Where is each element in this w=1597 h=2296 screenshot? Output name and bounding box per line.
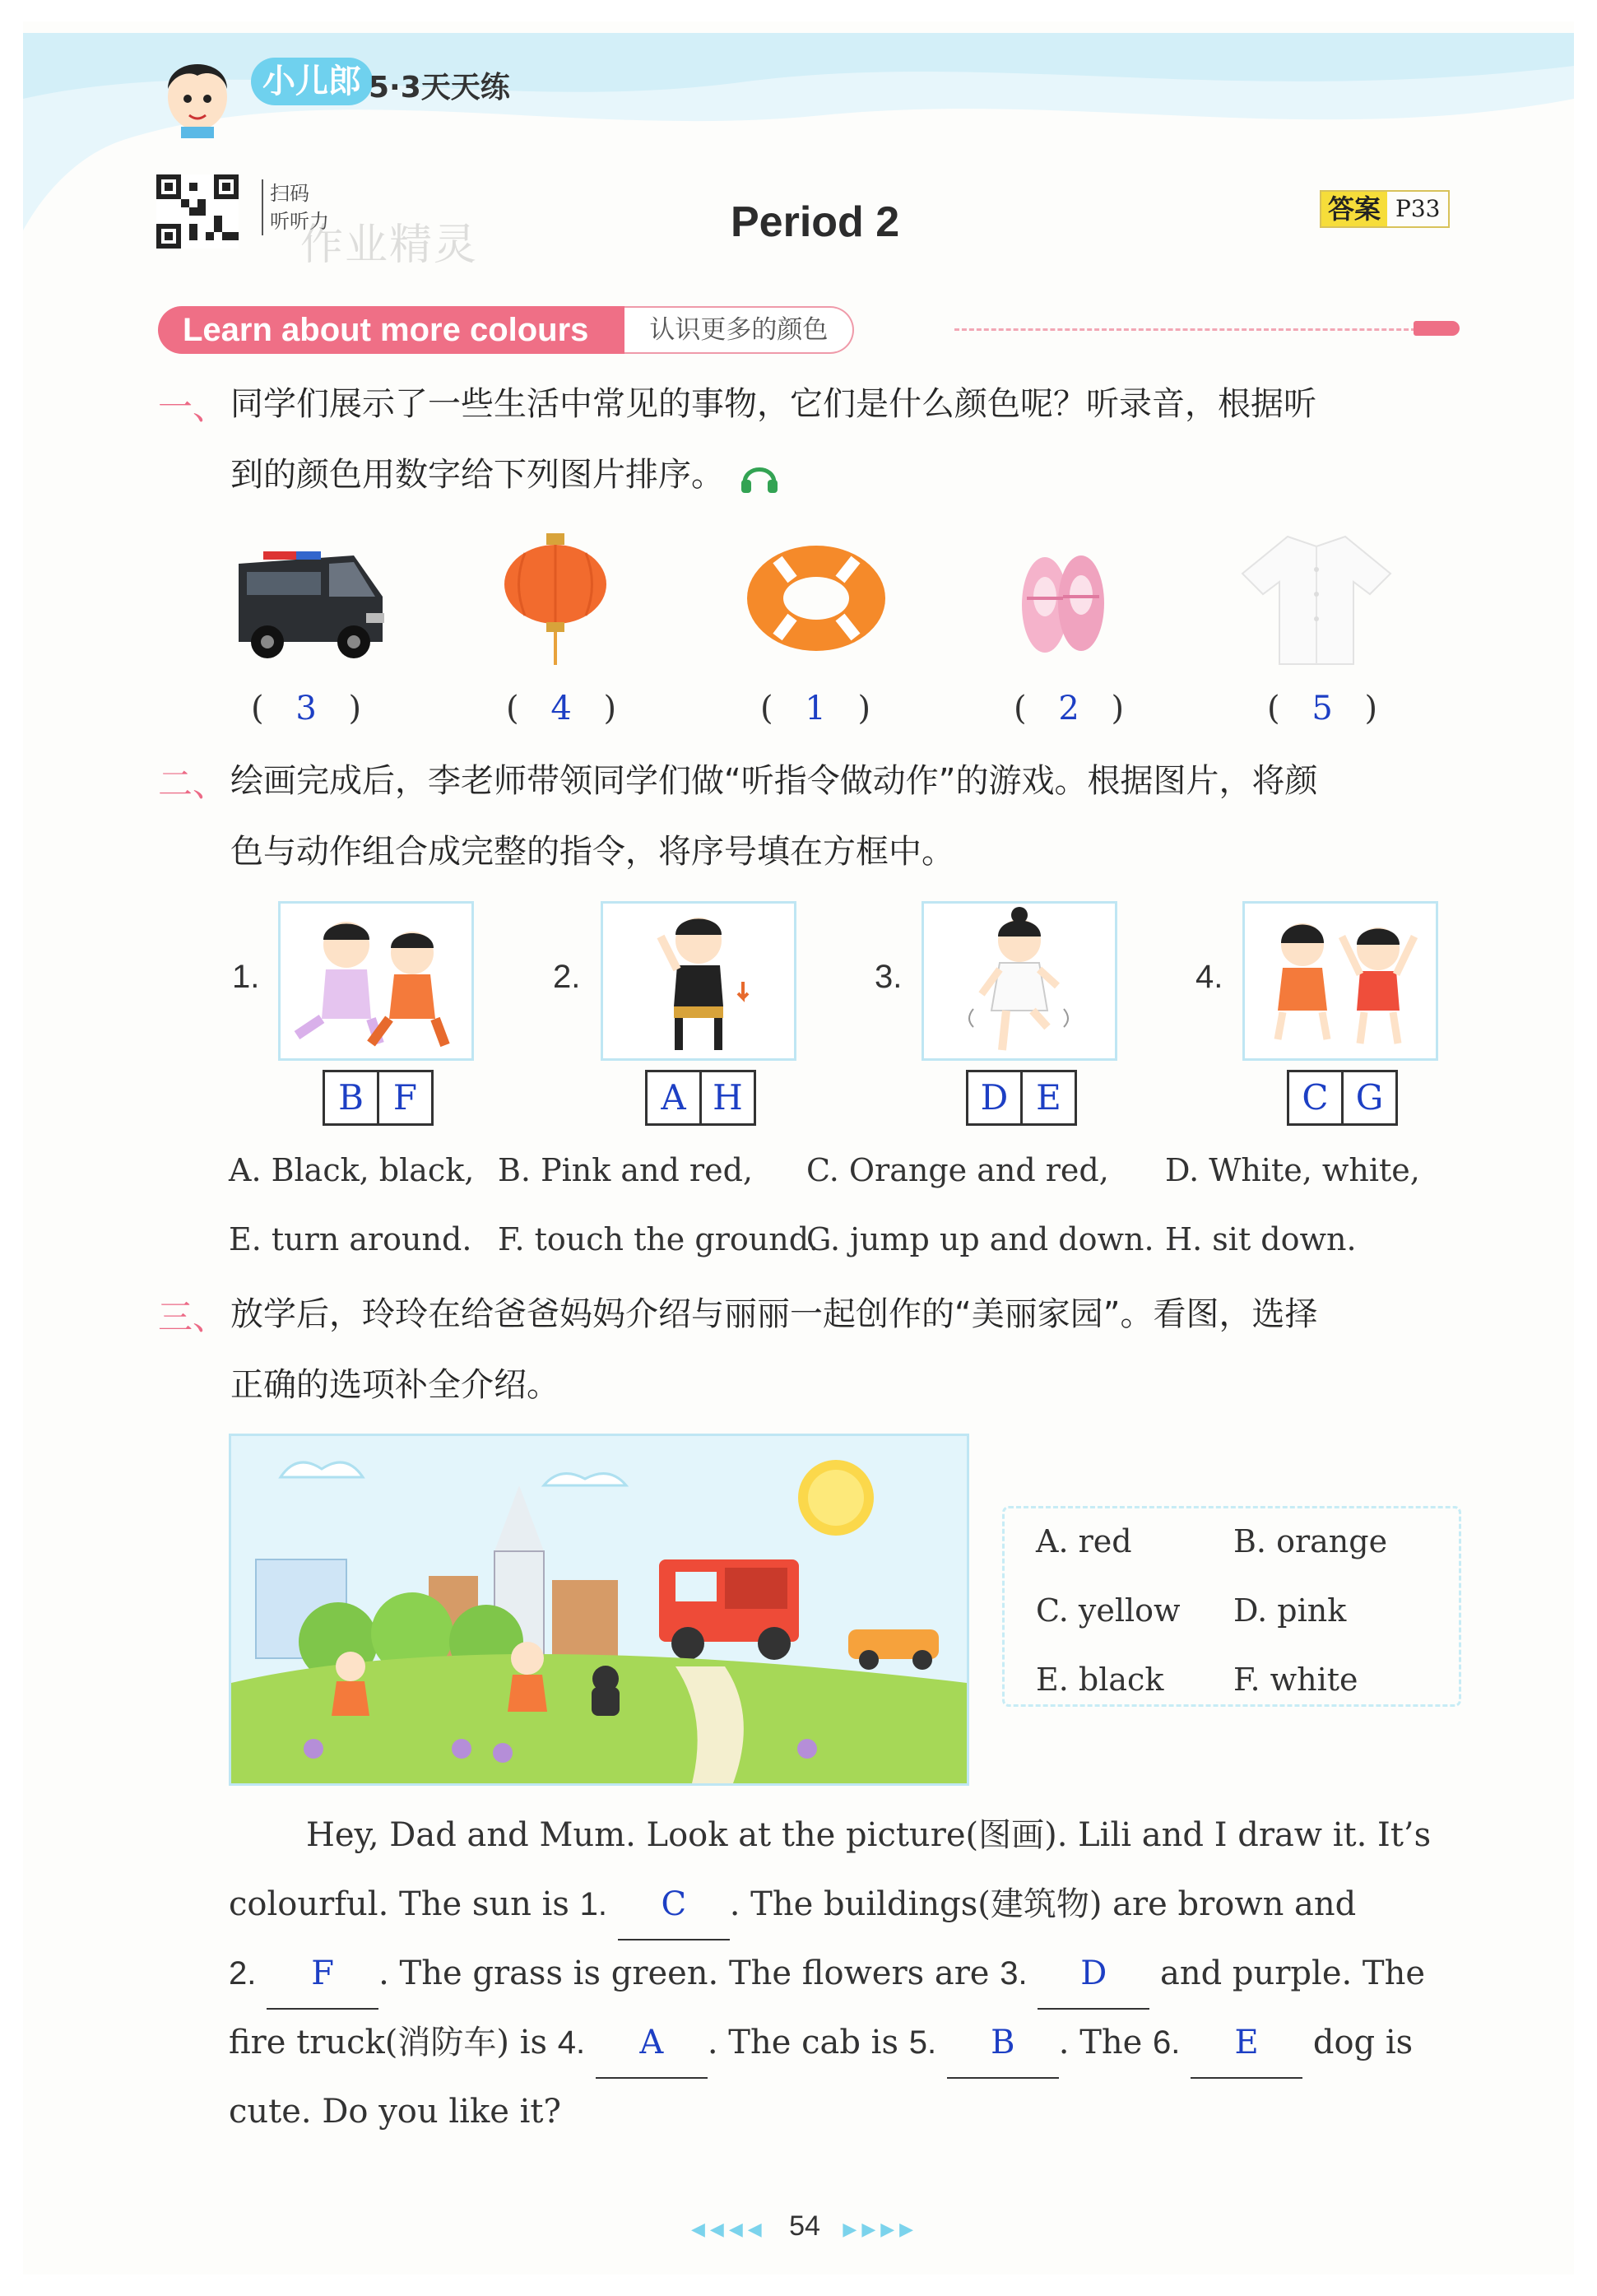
- shoes-image: [1019, 547, 1109, 658]
- page-footer: [691, 2210, 918, 2243]
- q2-answer-box-3[interactable]: [966, 1070, 1077, 1126]
- section-title-chinese: 认识更多的颜色: [624, 306, 854, 354]
- headphones-icon[interactable]: [740, 458, 779, 495]
- q3-para-line1: Hey, Dad and Mum. Look at the picture(图画). Lili and I draw it. It’s: [306, 1816, 1432, 1854]
- q3-blank-num-1: 1.: [579, 1886, 608, 1922]
- q2-answer-3b: E: [1020, 1072, 1075, 1123]
- q3-blank-6[interactable]: E: [1191, 2008, 1302, 2079]
- q3-choice-e: E. black: [1036, 1662, 1164, 1698]
- q2-picture-label-1: 1.: [232, 959, 260, 995]
- qr-code-icon[interactable]: [156, 174, 239, 249]
- q3-blank-3[interactable]: D: [1038, 1939, 1149, 2010]
- q1-text-line1: 同学们展示了一些生活中常见的事物，它们是什么颜色呢？听录音，根据听: [230, 385, 1316, 423]
- q3-blank-5[interactable]: B: [947, 2008, 1059, 2079]
- q2-option-d: D. White, white,: [1165, 1152, 1420, 1188]
- q2-answer-box-4[interactable]: [1287, 1070, 1398, 1126]
- q2-text-line2: 色与动作组合成完整的指令，将序号填在方框中。: [230, 833, 954, 871]
- q2-option-e: E. turn around.: [229, 1221, 472, 1257]
- q3-choice-a: A. red: [1036, 1523, 1132, 1559]
- section-banner: [158, 306, 854, 354]
- page-title: Period 2: [731, 198, 900, 246]
- q3-para-line2: [229, 1870, 1463, 1940]
- q2-option-f: F. touch the ground.: [498, 1221, 819, 1257]
- q3-text-2b: . The buildings(建筑物) are brown and: [729, 1885, 1357, 1923]
- q1-text-line2-content: 到的颜色用数字给下列图片排序。: [230, 456, 724, 494]
- left-arrows-icon: ◀◀◀◀: [691, 2219, 767, 2239]
- q3-text-4a: fire truck(消防车) is: [229, 2024, 558, 2061]
- q2-answer-1a: B: [338, 1077, 364, 1118]
- q3-para-line4: [229, 2008, 1463, 2079]
- shirt-image: [1238, 528, 1395, 668]
- q3-text-line2: 正确的选项补全介绍。: [230, 1366, 559, 1404]
- answer-page: P33: [1395, 195, 1441, 222]
- q2-answer-4b: G: [1341, 1072, 1395, 1123]
- q3-blank-2[interactable]: F: [267, 1939, 378, 2010]
- q3-text-2a: colourful. The sun is: [229, 1885, 580, 1923]
- q3-number: 三、: [158, 1297, 228, 1337]
- q2-answer-2b: H: [699, 1072, 754, 1123]
- q3-blank-num-6: 6.: [1153, 2024, 1181, 2061]
- q1-answer-value-2: 4: [550, 690, 572, 727]
- q1-answer-4[interactable]: ( 2 ): [1014, 690, 1125, 727]
- q2-picture-4: [1242, 901, 1438, 1061]
- scan-line-1: 扫码: [270, 182, 309, 205]
- q1-number: 一、: [158, 387, 228, 427]
- answer-label: 答案: [1321, 192, 1387, 226]
- q3-text-line1: 放学后，玲玲在给爸爸妈妈介绍与丽丽一起创作的“美丽家园”。看图，选择: [230, 1295, 1318, 1333]
- q1-answer-5[interactable]: ( 5 ): [1267, 690, 1378, 727]
- q2-picture-label-4: 4.: [1195, 959, 1223, 995]
- q2-answer-box-2[interactable]: [645, 1070, 756, 1126]
- boy-mascot-icon: [156, 48, 239, 138]
- q2-option-g: G. jump up and down.: [806, 1221, 1154, 1257]
- q2-text-line1: 绘画完成后，李老师带领同学们做“听指令做动作”的游戏。根据图片，将颜: [230, 762, 1318, 800]
- q3-para-line3: [229, 1939, 1463, 2010]
- q3-blank-num-3: 3.: [1000, 1955, 1028, 1992]
- q3-text-3a: . The grass is green. The flowers are: [378, 1954, 1000, 1992]
- page-number: 54: [789, 2210, 820, 2242]
- q3-blank-4[interactable]: A: [596, 2008, 708, 2079]
- q1-answer-2[interactable]: ( 4 ): [506, 690, 617, 727]
- q1-text-line2: [230, 439, 779, 510]
- beautiful-home-picture: [229, 1434, 969, 1786]
- q1-answer-value-5: 5: [1311, 690, 1333, 727]
- section-title-english: Learn about more colours: [158, 306, 624, 354]
- q1-answer-3[interactable]: ( 1 ): [760, 690, 871, 727]
- q3-blank-num-4: 4.: [557, 2024, 586, 2061]
- q1-answer-value-1: 3: [295, 690, 317, 727]
- watermark: 作业精灵: [300, 221, 479, 270]
- q3-text-4b: . The cab is: [707, 2024, 909, 2061]
- q2-answer-1b: F: [377, 1072, 431, 1123]
- scan-line-2: 听听力: [270, 210, 329, 233]
- q3-choice-d: D. pink: [1233, 1592, 1347, 1629]
- q3-choice-c: C. yellow: [1036, 1592, 1181, 1629]
- q2-option-a: A. Black, black,: [229, 1152, 475, 1188]
- series-title: 5·3天天练: [369, 71, 510, 105]
- q2-picture-label-3: 3.: [875, 959, 903, 995]
- pencil-icon: [1414, 321, 1460, 336]
- police-van-image: [230, 531, 387, 662]
- q1-answer-value-4: 2: [1058, 690, 1079, 727]
- q1-answer-value-3: 1: [805, 690, 826, 727]
- brand-logo: 小儿郎: [251, 58, 373, 105]
- q3-choice-f: F. white: [1233, 1662, 1358, 1698]
- q3-text-4d: dog is: [1302, 2024, 1414, 2061]
- q1-answer-1[interactable]: ( 3 ): [251, 690, 362, 727]
- q3-text-4c: . The: [1058, 2024, 1154, 2061]
- q2-answer-4a: C: [1302, 1077, 1329, 1118]
- q3-choice-box: [1002, 1506, 1461, 1707]
- q3-para-line5: cute. Do you like it?: [229, 2093, 561, 2131]
- q2-picture-3: [922, 901, 1117, 1061]
- q3-text-3b: and purple. The: [1149, 1954, 1426, 1992]
- q2-answer-2a: A: [661, 1077, 686, 1118]
- q2-option-h: H. sit down.: [1165, 1221, 1357, 1257]
- q2-option-b: B. Pink and red,: [498, 1152, 753, 1188]
- q2-picture-1: [278, 901, 474, 1061]
- lantern-image: [500, 527, 611, 667]
- q2-number: 二、: [158, 764, 228, 804]
- q3-blank-num-2: 2.: [229, 1955, 257, 1992]
- life-ring-image: [745, 543, 889, 654]
- q3-choice-b: B. orange: [1233, 1523, 1388, 1559]
- answer-reference[interactable]: [1320, 190, 1450, 228]
- q2-picture-2: [601, 901, 796, 1061]
- q2-answer-box-1[interactable]: [323, 1070, 434, 1126]
- q2-option-c: C. Orange and red,: [806, 1152, 1109, 1188]
- q2-answer-3a: D: [980, 1077, 1009, 1118]
- q3-blank-1[interactable]: C: [618, 1870, 730, 1940]
- q2-picture-label-2: 2.: [553, 959, 581, 995]
- q3-blank-num-5: 5.: [908, 2024, 937, 2061]
- right-arrows-icon: ▶▶▶▶: [843, 2219, 919, 2239]
- divider: [954, 328, 1423, 331]
